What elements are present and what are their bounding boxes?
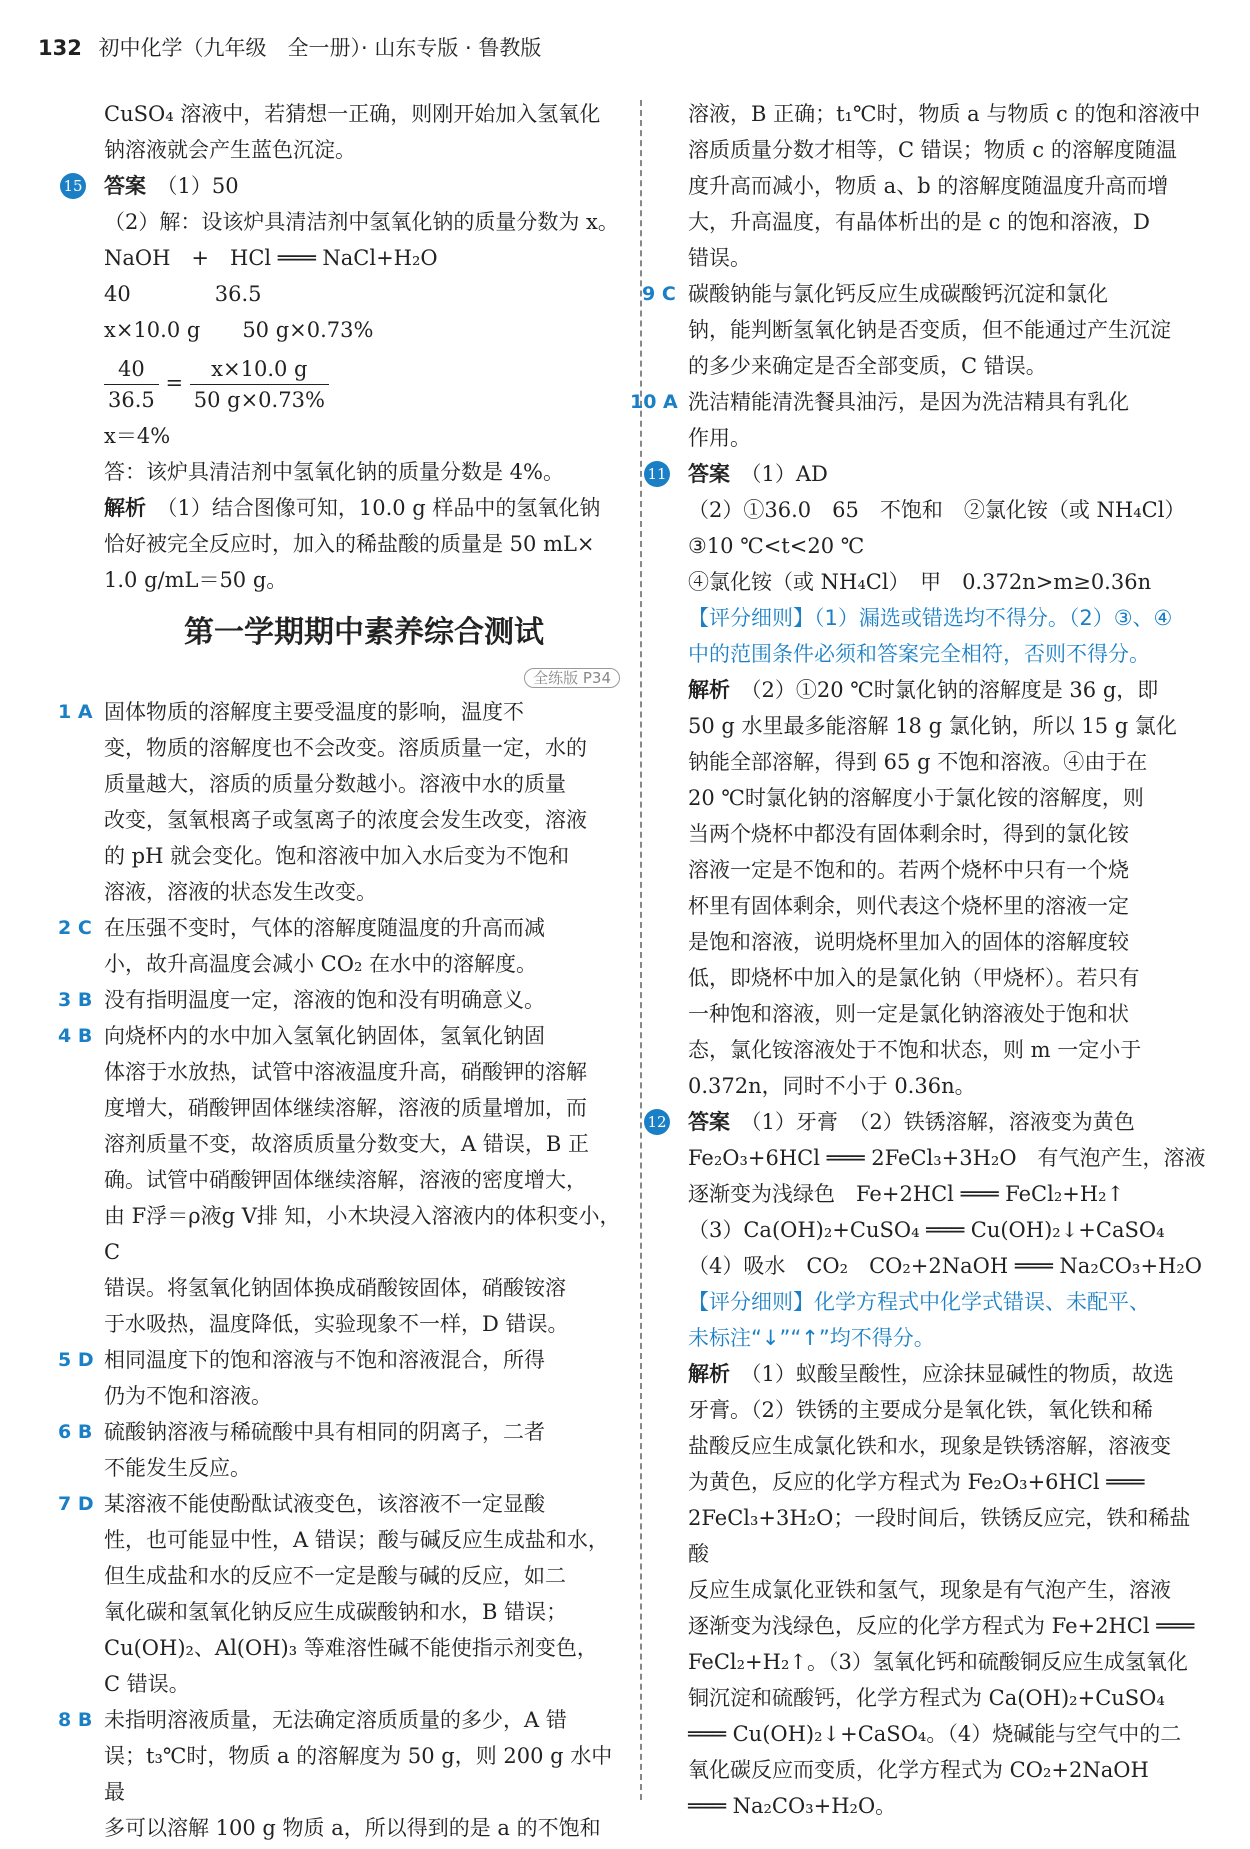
text-line: （1）50 bbox=[167, 174, 239, 198]
question-number-badge: 11 bbox=[644, 461, 670, 487]
text-line: 确。试管中硝酸钾固体继续溶解，溶液的密度增大， bbox=[104, 1168, 587, 1192]
text-line: 低，即烧杯中加入的是氯化钠（甲烧杯）。若只有 bbox=[688, 966, 1140, 990]
text-line: 性，也可能显中性，A 错误；酸与碱反应生成盐和水， bbox=[104, 1528, 609, 1552]
denominator: 36.5 bbox=[108, 388, 155, 412]
text-line: 在压强不变时，气体的溶解度随温度的升高而减 bbox=[104, 916, 545, 940]
question-5 bbox=[58, 1342, 624, 1414]
question-tag: 3 B bbox=[58, 989, 93, 1011]
text-line: 态，氯化铵溶液处于不饱和状态，则 m 一定小于 bbox=[688, 1038, 1142, 1062]
answer-label: 答案 bbox=[688, 462, 730, 486]
denominator: 50 g×0.73% bbox=[193, 388, 325, 412]
text-line: 一种饱和溶液，则一定是氯化钠溶液处于饱和状 bbox=[688, 1002, 1129, 1026]
proportion bbox=[104, 348, 624, 418]
text-line: （1）结合图像可知，10.0 g 样品中的氢氧化钠 bbox=[167, 496, 601, 520]
text-line: 40 36.5 bbox=[104, 282, 262, 306]
question-3 bbox=[58, 982, 624, 1018]
text-line: 大，升高温度，有晶体析出的是 c 的饱和溶液，D bbox=[688, 210, 1150, 234]
text-line: 度升高而减小，物质 a、b 的溶解度随温度升高而增 bbox=[688, 174, 1169, 198]
text-line: （2）①20 ℃时氯化钠的溶解度是 36 g，即 bbox=[751, 678, 1159, 702]
text-line: 反应生成氯化亚铁和氢气，现象是有气泡产生，溶液 bbox=[688, 1578, 1171, 1602]
text-line: 但生成盐和水的反应不一定是酸与碱的反应，如二 bbox=[104, 1564, 566, 1588]
text-line: 未指明溶液质量，无法确定溶质质量的多少，A 错 bbox=[104, 1708, 567, 1732]
text-line: 质量越大，溶质的质量分数越小。溶液中水的质量 bbox=[104, 772, 566, 796]
text-line: C 错误。 bbox=[104, 1672, 190, 1696]
text-line: 固体物质的溶解度主要受温度的影响，温度不 bbox=[104, 700, 524, 724]
text-line: 某溶液不能使酚酞试液变色，该溶液不一定显酸 bbox=[104, 1492, 545, 1516]
text-line: 错误。 bbox=[688, 246, 751, 270]
text-line: ═══ Na₂CO₃+H₂O。 bbox=[688, 1794, 897, 1818]
scoring-note: 【评分细则】（1）漏选或错选均不得分。（2）③、④ bbox=[688, 606, 1173, 630]
scoring-note: 【评分细则】化学方程式中化学式错误、未配平、 bbox=[688, 1290, 1150, 1314]
text-line: 溶液，B 正确；t₁℃时，物质 a 与物质 c 的饱和溶液中 bbox=[688, 102, 1201, 126]
text-line: （3）Ca(OH)₂+CuSO₄ ═══ Cu(OH)₂↓+CaSO₄ bbox=[688, 1218, 1165, 1242]
text-line: 改变，氢氧根离子或氢离子的浓度会发生改变，溶液 bbox=[104, 808, 587, 832]
text-line: ═══ Cu(OH)₂↓+CaSO₄。（4）烧碱能与空气中的二 bbox=[688, 1722, 1182, 1746]
reference-badge: 全练版 P34 bbox=[524, 668, 620, 688]
text-line: 不能发生反应。 bbox=[104, 1456, 251, 1480]
text-line: 向烧杯内的水中加入氢氧化钠固体，氢氧化钠固 bbox=[104, 1024, 545, 1048]
text-line: （1）AD bbox=[751, 462, 828, 486]
book-title: 初中化学（九年级 全一册）· 山东专版 · 鲁教版 bbox=[98, 36, 542, 60]
page-number: 132 bbox=[38, 36, 82, 60]
text-line: 逐渐变为浅绿色 Fe+2HCl ═══ FeCl₂+H₂↑ bbox=[688, 1182, 1125, 1206]
text-line: （2）解：设该炉具清洁剂中氢氧化钠的质量分数为 x。 bbox=[104, 210, 619, 234]
answer-label: 答案 bbox=[104, 174, 146, 198]
text-line: Fe₂O₃+6HCl ═══ 2FeCl₃+3H₂O 有气泡产生，溶液 bbox=[688, 1146, 1206, 1170]
text-line: 恰好被完全反应时，加入的稀盐酸的质量是 50 mL× bbox=[104, 532, 595, 556]
text-line: 钠能全部溶解，得到 65 g 不饱和溶液。④由于在 bbox=[688, 750, 1148, 774]
question-tag: 6 B bbox=[58, 1421, 93, 1443]
text-line: 溶液一定是不饱和的。若两个烧杯中只有一个烧 bbox=[688, 858, 1129, 882]
text-line: 杯里有固体剩余，则代表这个烧杯里的溶液一定 bbox=[688, 894, 1129, 918]
right-column bbox=[630, 96, 1208, 1824]
text-line: 50 g 水里最多能溶解 18 g 氯化钠，所以 15 g 氯化 bbox=[688, 714, 1177, 738]
section-reference bbox=[104, 658, 620, 694]
text-line: 洗洁精能清洗餐具油污，是因为洗洁精具有乳化 bbox=[688, 390, 1129, 414]
text-line: 为黄色，反应的化学方程式为 Fe₂O₃+6HCl ═══ bbox=[688, 1470, 1145, 1494]
text-line: ③10 ℃<t<20 ℃ bbox=[688, 534, 865, 558]
question-6 bbox=[58, 1414, 624, 1486]
text-line: 逐渐变为浅绿色，反应的化学方程式为 Fe+2HCl ═══ bbox=[688, 1614, 1195, 1638]
text-line: 多可以溶解 100 g 物质 a，所以得到的是 a 的不饱和 bbox=[104, 1816, 601, 1840]
answer-label: 答案 bbox=[688, 1110, 730, 1134]
text-line: 20 ℃时氯化钠的溶解度小于氯化铵的溶解度，则 bbox=[688, 786, 1144, 810]
text-line: （4）吸水 CO₂ CO₂+2NaOH ═══ Na₂CO₃+H₂O bbox=[688, 1254, 1202, 1278]
text-line: 溶液，溶液的状态发生改变。 bbox=[104, 880, 377, 904]
fraction bbox=[190, 354, 329, 415]
question-15 bbox=[63, 168, 624, 598]
text-line: 当两个烧杯中都没有固体剩余时，得到的氯化铵 bbox=[688, 822, 1129, 846]
question-tag: 7 D bbox=[58, 1493, 94, 1515]
question-tag: 10 A bbox=[630, 391, 678, 413]
text-line: Cu(OH)₂、Al(OH)₃ 等难溶性碱不能使指示剂变色， bbox=[104, 1636, 598, 1660]
question-tag: 4 B bbox=[58, 1025, 93, 1047]
text-line: 溶剂质量不变，故溶质质量分数变大，A 错误，B 正 bbox=[104, 1132, 589, 1156]
question-number-badge: 12 bbox=[644, 1109, 670, 1135]
question-tag: 2 C bbox=[58, 917, 92, 939]
question-number-badge: 15 bbox=[60, 173, 86, 199]
text-line: FeCl₂+H₂↑。（3）氢氧化钙和硫酸铜反应生成氢氧化 bbox=[688, 1650, 1188, 1674]
text-line: 氧化碳反应而变质，化学方程式为 CO₂+2NaOH bbox=[688, 1758, 1149, 1782]
text-line: （1）蚁酸呈酸性，应涂抹显碱性的物质，故选 bbox=[751, 1362, 1174, 1386]
question-tag: 9 C bbox=[642, 283, 676, 305]
text-line: 碳酸钠能与氯化钙反应生成碳酸钙沉淀和氯化 bbox=[688, 282, 1108, 306]
question-1 bbox=[58, 694, 624, 910]
text-line: 硫酸钠溶液与稀硫酸中具有相同的阴离子，二者 bbox=[104, 1420, 545, 1444]
equals-sign: = bbox=[165, 371, 184, 395]
text-line: 1.0 g/mL＝50 g。 bbox=[104, 568, 288, 592]
analysis-label: 解析 bbox=[104, 496, 146, 520]
text-line: 变，物质的溶解度也不会改变。溶质质量一定，水的 bbox=[104, 736, 587, 760]
text-line: 相同温度下的饱和溶液与不饱和溶液混合，所得 bbox=[104, 1348, 545, 1372]
text-line: 于水吸热，温度降低，实验现象不一样，D 错误。 bbox=[104, 1312, 569, 1336]
text-line: 由 F浮＝ρ液g V排 知，小木块浸入溶液内的体积变小，C bbox=[104, 1204, 621, 1264]
text-line: 答：该炉具清洁剂中氢氧化钠的质量分数是 4%。 bbox=[104, 460, 564, 484]
text-line: 钠，能判断氢氧化钠是否变质，但不能通过产生沉淀 bbox=[688, 318, 1171, 342]
text-line: 作用。 bbox=[688, 426, 751, 450]
question-8-continued bbox=[688, 96, 1208, 276]
question-tag: 8 B bbox=[58, 1709, 93, 1731]
text-line: 0.372n，同时不小于 0.36n。 bbox=[688, 1074, 976, 1098]
text-line: x×10.0 g 50 g×0.73% bbox=[104, 318, 374, 342]
text-line: 体溶于水放热，试管中溶液温度升高，硝酸钾的溶解 bbox=[104, 1060, 587, 1084]
equation: NaOH + HCl ═══ NaCl+H₂O bbox=[104, 246, 438, 270]
question-9 bbox=[642, 276, 1208, 384]
text-line: 误；t₃℃时，物质 a 的溶解度为 50 g，则 200 g 水中最 bbox=[104, 1744, 613, 1804]
text-line: 仍为不饱和溶液。 bbox=[104, 1384, 272, 1408]
text-line: 2FeCl₃+3H₂O；一段时间后，铁锈反应完，铁和稀盐酸 bbox=[688, 1506, 1191, 1566]
text-line: 错误。将氢氧化钠固体换成硝酸铵固体，硝酸铵溶 bbox=[104, 1276, 566, 1300]
scoring-note: 未标注“↓”“↑”均不得分。 bbox=[688, 1326, 935, 1350]
text-line: 小，故升高温度会减小 CO₂ 在水中的溶解度。 bbox=[104, 952, 538, 976]
text-line: 钠溶液就会产生蓝色沉淀。 bbox=[104, 138, 356, 162]
text-line: x＝4% bbox=[104, 424, 171, 448]
question-2 bbox=[58, 910, 624, 982]
text-line: 盐酸反应生成氯化铁和水，现象是铁锈溶解，溶液变 bbox=[688, 1434, 1171, 1458]
left-column bbox=[58, 96, 624, 1846]
text-line: 的多少来确定是否全部变质，C 错误。 bbox=[688, 354, 1047, 378]
text-line: 度增大，硝酸钾固体继续溶解，溶液的质量增加，而 bbox=[104, 1096, 587, 1120]
question-4 bbox=[58, 1018, 624, 1342]
question-12 bbox=[647, 1104, 1208, 1824]
text-line: 没有指明温度一定，溶液的饱和没有明确意义。 bbox=[104, 988, 545, 1012]
text-line: 铜沉淀和硫酸钙，化学方程式为 Ca(OH)₂+CuSO₄ bbox=[688, 1686, 1165, 1710]
section-title: 第一学期期中素养综合测试 bbox=[184, 615, 544, 650]
question-tag: 5 D bbox=[58, 1349, 94, 1371]
text-line: ④氯化铵（或 NH₄Cl） 甲 0.372n>m≥0.36n bbox=[688, 570, 1152, 594]
text-line: 氧化碳和氢氧化钠反应生成碳酸钠和水，B 错误； bbox=[104, 1600, 568, 1624]
text-line: CuSO₄ 溶液中，若猜想一正确，则刚开始加入氢氧化 bbox=[104, 102, 601, 126]
question-10 bbox=[630, 384, 1208, 456]
page-header bbox=[38, 32, 541, 62]
question-11 bbox=[647, 456, 1208, 1104]
numerator: x×10.0 g bbox=[190, 354, 329, 385]
text-line: 的 pH 就会变化。饱和溶液中加入水后变为不饱和 bbox=[104, 844, 570, 868]
question-7 bbox=[58, 1486, 624, 1702]
numerator: 40 bbox=[104, 354, 159, 385]
column-divider bbox=[640, 100, 642, 1800]
scoring-note: 中的范围条件必须和答案完全相符，否则不得分。 bbox=[688, 642, 1150, 666]
text-line: 是饱和溶液，说明烧杯里加入的固体的溶解度较 bbox=[688, 930, 1129, 954]
question-tag: 1 A bbox=[58, 701, 93, 723]
text-line: （2）①36.0 65 不饱和 ②氯化铵（或 NH₄Cl） bbox=[688, 498, 1186, 522]
fraction bbox=[104, 354, 159, 415]
text-line: 溶质质量分数才相等，C 错误；物质 c 的溶解度随温 bbox=[688, 138, 1177, 162]
analysis-label: 解析 bbox=[688, 1362, 730, 1386]
analysis-label: 解析 bbox=[688, 678, 730, 702]
text-line: （1）牙膏 （2）铁锈溶解，溶液变为黄色 bbox=[751, 1110, 1135, 1134]
text-line: 牙膏。（2）铁锈的主要成分是氧化铁，氧化铁和稀 bbox=[688, 1398, 1153, 1422]
question-8 bbox=[58, 1702, 624, 1846]
